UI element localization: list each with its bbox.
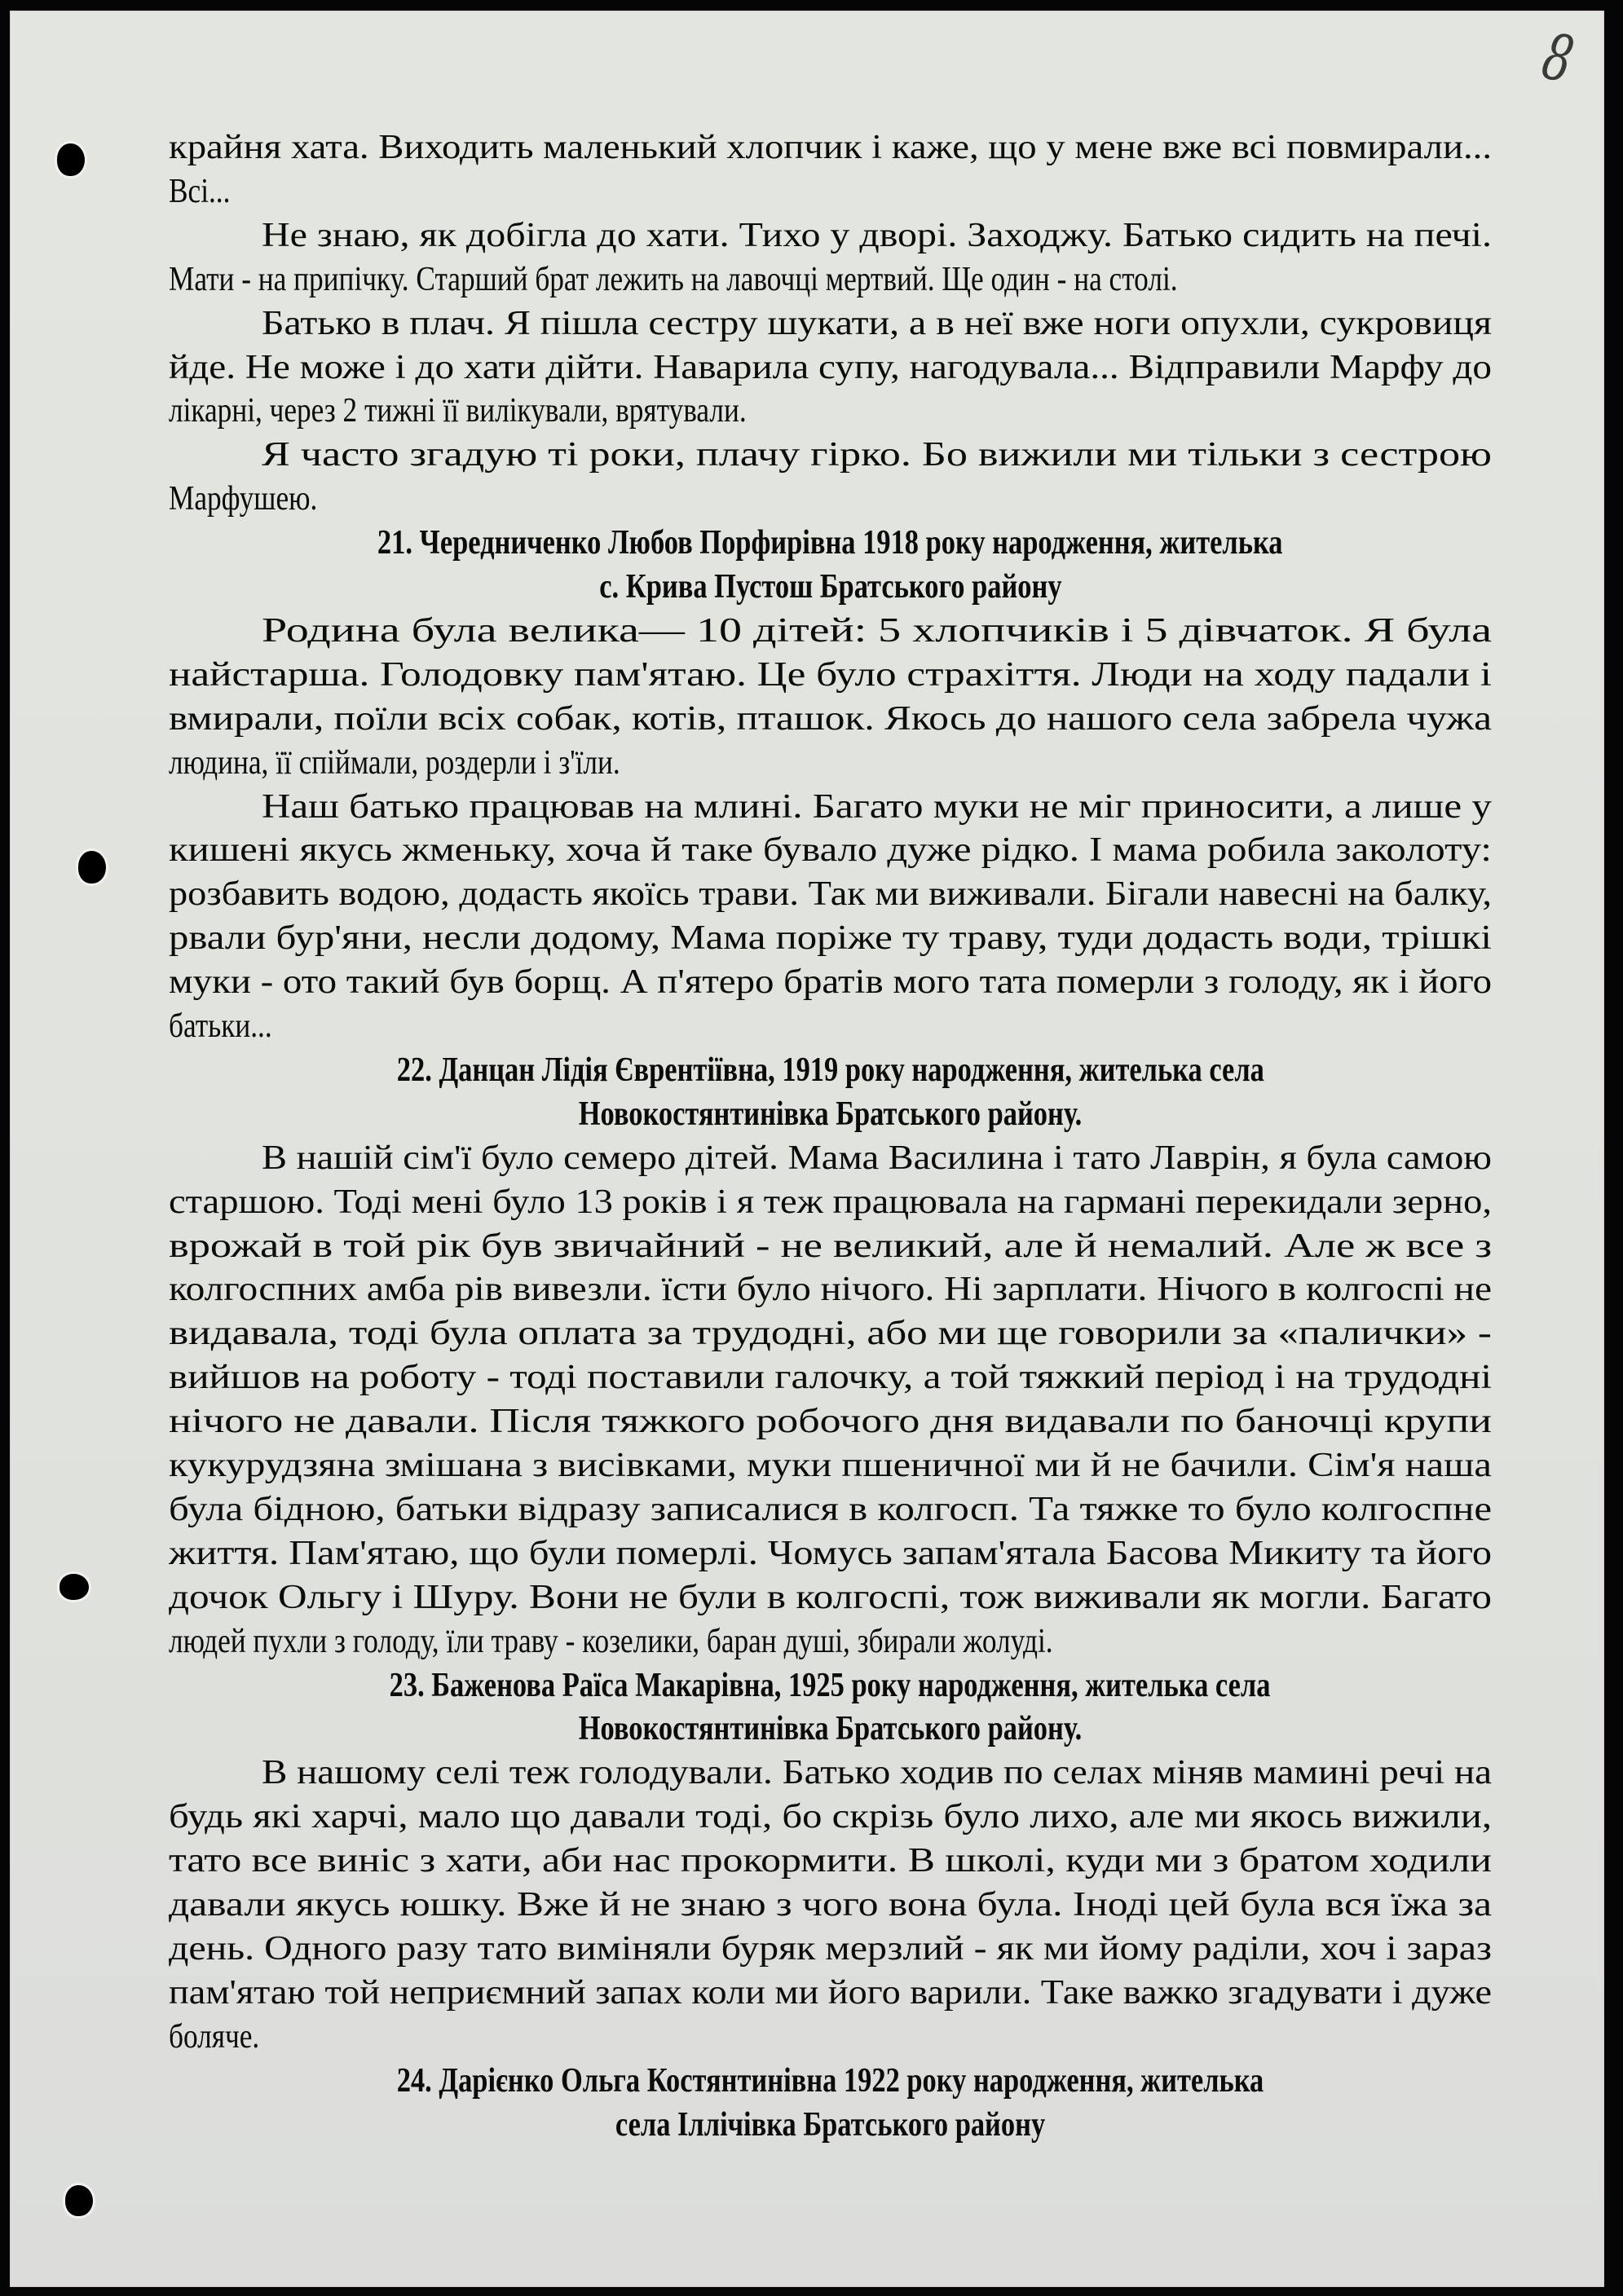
line-text: давали якусь юшку. Вже й не знаю з чого вона була. Іноді цей була вся їжа за [169, 1886, 1493, 1924]
line-text: кукурудзяна змішана з висівками, муки пшеничної ми й не бачили. Сім'я наша [169, 1447, 1492, 1484]
text-line [169, 653, 1492, 698]
handwritten-page-number: 8 [1536, 20, 1580, 98]
heading-text: Новокостянтинівка Братського району. [578, 1710, 1083, 1748]
punch-hole [60, 1574, 89, 1600]
line-text: крайня хата. Виходить маленький хлопчик і каже, що у мене вже всі повмирали... [169, 129, 1493, 166]
line-text: розбавить водою, додасть якоїсь трави. Так ми виживали. Бігали навесні на балку, [169, 875, 1492, 914]
text-line [169, 1751, 1492, 1796]
text-line [169, 1136, 1492, 1181]
line-text: була бідною, батьки відразу записалися в колгосп. Та тяжке то було колгоспне [169, 1490, 1493, 1528]
text-line [169, 258, 1492, 302]
entry-heading [169, 1664, 1492, 1708]
line-text: Наш батько працював на млині. Багато муки не міг приносити, а лише у [262, 787, 1492, 826]
text-line [169, 609, 1492, 654]
text-line [169, 1971, 1492, 2016]
text-line [169, 1399, 1492, 1444]
text-line [169, 302, 1492, 346]
text-line [169, 389, 1492, 434]
text-line [169, 1531, 1492, 1576]
text-line [169, 828, 1492, 873]
text-line [169, 1883, 1492, 1928]
text-line [169, 1795, 1492, 1840]
heading-text: 21. Чередниченко Любов Порфирівна 1918 року народження, жителька [377, 524, 1283, 562]
line-text: колгоспних амба рів вивезли. їсти було нічого. Ні зарплати. Нічого в колгоспі не [169, 1271, 1493, 1309]
line-text: пам'ятаю той неприємний запах коли ми його варили. Таке важко згадувати і дуже [169, 1973, 1493, 2012]
line-text: Марфушею. [169, 480, 318, 518]
line-text: врожай в той рік був звичайний - не великий, але й немалий. Але ж все з [169, 1227, 1493, 1265]
line-text: Я часто згадую ті роки, плачу гірко. Бо вижили ми тільки з сестрою [262, 436, 1493, 474]
text-line [169, 785, 1492, 830]
line-text: батьки... [169, 1007, 272, 1045]
text-line [169, 1311, 1492, 1356]
text-line [169, 1443, 1492, 1488]
text-line [169, 346, 1492, 390]
text-line [169, 477, 1492, 522]
text-line [169, 1839, 1492, 1884]
line-text: людина, її спіймали, роздерли і з'їли. [169, 743, 620, 782]
punch-hole [57, 143, 85, 176]
line-text: йде. Не може і до хати дійти. Наварила супу, нагодувала... Відправили Марфу до [169, 348, 1492, 386]
line-text: тато все виніс з хати, аби нас прокормити. В школі, куди ми з братом ходили [169, 1842, 1492, 1880]
line-text: день. Одного разу тато виміняли буряк мерзлий - як ми йому раділи, хоч і зараз [169, 1929, 1492, 1968]
heading-text: 24. Дарієнко Ольга Костянтинівна 1922 року народження, жителька [396, 2061, 1264, 2100]
text-line [169, 1620, 1492, 1664]
line-text: рвали бур'яни, несли додому, Мама поріже ту траву, туди додасть води, трішкі [169, 919, 1492, 958]
text-line [169, 1575, 1492, 1620]
text-line [169, 126, 1492, 170]
text-line [169, 433, 1492, 478]
entry-heading-location [169, 565, 1492, 610]
punch-hole [65, 2185, 93, 2216]
line-text: старшою. Тоді мені було 13 років і я теж працювала на гармані перекидали зерно, [169, 1183, 1492, 1221]
text-line [169, 872, 1492, 917]
text-line [169, 1004, 1492, 1049]
line-text: людей пухли з голоду, їли траву - козелики, баран душі, збирали жолуді. [169, 1622, 1053, 1660]
line-text: видавала, тоді була оплата за трудодні, або ми ще говорили за «палички» - [169, 1315, 1492, 1353]
line-text: найстарша. Голодовку пам'ятаю. Це було страхіття. Люди на ходу падали і [169, 655, 1492, 694]
text-line [169, 1180, 1492, 1225]
line-text: кишені якусь жменьку, хоча й таке бувало дуже рідко. І мама робила заколоту: [169, 831, 1492, 870]
line-text: Всі... [169, 172, 231, 210]
line-text: Мати - на припічку. Старший брат лежить на лавочці мертвий. Ще один - на столі. [169, 260, 1178, 298]
heading-text: с. Крива Пустош Братського району [598, 568, 1062, 606]
line-text: муки - ото такий був борщ. А п'ятеро братів мого тата померли з голоду, як і його [169, 963, 1493, 1002]
line-text: В нашому селі теж голодували. Батько ходив по селах міняв мамині речі на [262, 1754, 1493, 1792]
line-text: Не знаю, як добігла до хати. Тихо у дворі. Заходжу. Батько сидить на печі. [262, 216, 1492, 254]
entry-heading-location [169, 1707, 1492, 1752]
line-text: життя. Пам'ятаю, що були померлі. Чомусь запам'ятала Басова Микиту та його [169, 1534, 1493, 1572]
text-line [169, 697, 1492, 742]
entry-heading [169, 2059, 1492, 2104]
line-text: Родина була велика— 10 дітей: 5 хлопчиків і 5 дівчаток. Я була [262, 611, 1492, 650]
text-line [169, 170, 1492, 214]
text-line [169, 2015, 1492, 2060]
line-text: будь які харчі, мало що давали тоді, бо скрізь було лихо, але ми якось вижили, [169, 1798, 1493, 1836]
text-line [169, 741, 1492, 786]
line-text: вмирали, поїли всіх собак, котів, пташок. Якось до нашого села забрела чужа [169, 699, 1493, 738]
line-text: Батько в плач. Я пішла сестру шукати, а в неї вже ноги опухли, сукровиця [262, 304, 1492, 342]
text-line [169, 1267, 1492, 1312]
line-text: вийшов на роботу - тоді поставили галочку, а той тяжкий період і на трудодні [169, 1359, 1493, 1397]
heading-text: Новокостянтинівка Братського району. [578, 1095, 1083, 1133]
text-line [169, 1487, 1492, 1532]
text-line [169, 1927, 1492, 1972]
entry-heading-location [169, 1092, 1492, 1137]
text-line [169, 214, 1492, 258]
line-text: нічого не давали. Після тяжкого робочого дня видавали по баночці крупи [169, 1403, 1492, 1441]
punch-hole [78, 851, 106, 884]
line-text: боляче. [169, 2017, 260, 2056]
line-text: В нашій сім'ї було семеро дітей. Мама Василина і тато Лаврін, я була самою [262, 1139, 1493, 1177]
line-text: дочок Ольгу і Шуру. Вони не були в колгоспі, тож виживали як могли. Багато [169, 1578, 1493, 1616]
text-line [169, 916, 1492, 961]
text-line [169, 960, 1492, 1005]
line-text: лікарні, через 2 тижні її вилікували, врятували. [169, 392, 747, 430]
text-line [169, 1355, 1492, 1400]
heading-text: 22. Данцан Лідія Єврентіївна, 1919 року народження, жителька села [396, 1051, 1264, 1089]
entry-heading [169, 1048, 1492, 1093]
text-line [169, 1224, 1492, 1269]
entry-heading [169, 521, 1492, 566]
heading-text: села Іллічівка Братського району [615, 2105, 1046, 2144]
document-page [11, 11, 1603, 2286]
entry-heading-location [169, 2103, 1492, 2148]
heading-text: 23. Баженова Раїса Макарівна, 1925 року народження, жителька села [390, 1666, 1271, 1704]
